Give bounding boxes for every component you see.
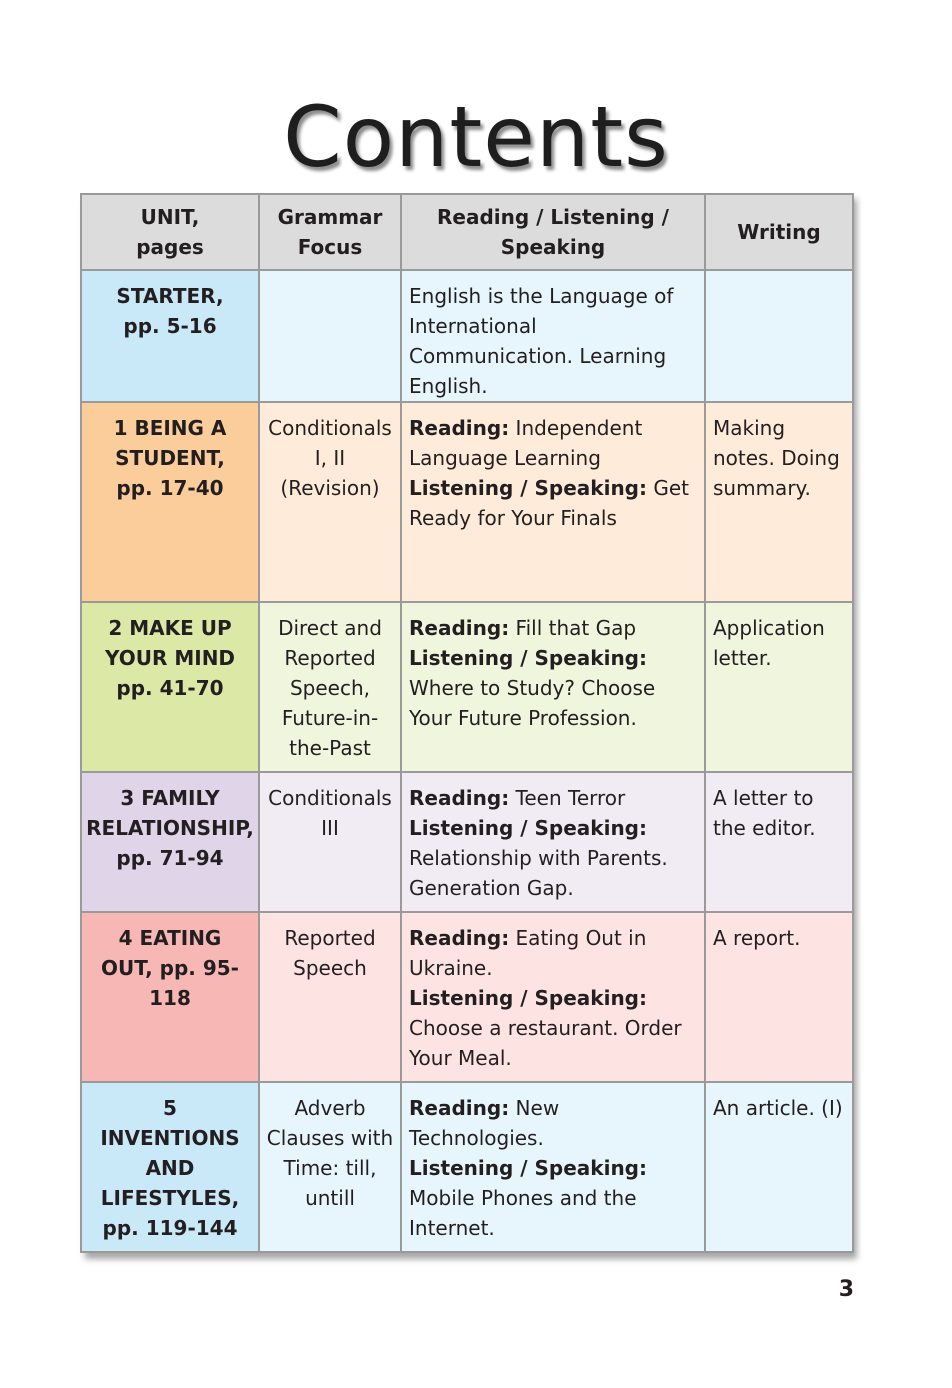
header-reading-listening-speaking: Reading / Listening / Speaking — [401, 194, 705, 270]
reading-text: Eating Out in Ukraine. — [409, 926, 647, 980]
unit-cell: 1 BEING A STUDENT, pp. 17-40 — [81, 402, 259, 602]
unit-cell: 5 INVENTIONS AND LIFESTYLES, pp. 119-144 — [81, 1082, 259, 1252]
unit-cell: 3 FAMILY RELATIONSHIP, pp. 71-94 — [81, 772, 259, 912]
table-row — [81, 912, 853, 1082]
header-writing: Writing — [705, 194, 853, 270]
reading-text: Teen Terror — [515, 786, 626, 810]
page-number: 3 — [838, 1277, 854, 1302]
table-row — [81, 1082, 853, 1252]
reading-text: Fill that Gap — [515, 616, 637, 640]
grammar-cell: Conditionals III — [259, 772, 401, 912]
grammar-cell: Adverb Clauses with Time: till, untill — [259, 1082, 401, 1252]
table-row — [81, 602, 853, 772]
header-grammar: Grammar Focus — [259, 194, 401, 270]
reading-listening-cell — [401, 602, 705, 772]
writing-cell: A report. — [705, 912, 853, 1082]
grammar-cell — [259, 270, 401, 402]
listening-speaking-text: Relationship with Parents. Generation Gap. — [409, 846, 668, 900]
contents-table — [80, 193, 854, 1253]
writing-cell — [705, 270, 853, 402]
listening-speaking-label: Listening / Speaking: — [409, 646, 647, 670]
reading-listening-cell — [401, 402, 705, 602]
reading-label: Reading: — [409, 1096, 510, 1120]
writing-cell: Making notes. Doing summary. — [705, 402, 853, 602]
contents-table-wrapper — [80, 193, 852, 1253]
listening-speaking-text: Get Ready for Your Finals — [409, 476, 690, 530]
table-header-row — [81, 194, 853, 270]
reading-text: New Technologies. — [409, 1096, 560, 1150]
writing-cell: A letter to the editor. — [705, 772, 853, 912]
grammar-cell: Direct and Reported Speech, Future-in-the-Past — [259, 602, 401, 772]
reading-label: Reading: — [409, 616, 510, 640]
grammar-cell: Reported Speech — [259, 912, 401, 1082]
listening-speaking-text: Choose a restaurant. Order Your Meal. — [409, 1016, 682, 1070]
listening-speaking-text: Mobile Phones and the Internet. — [409, 1186, 637, 1240]
listening-speaking-label: Listening / Speaking: — [409, 1156, 647, 1180]
reading-label: Reading: — [409, 926, 510, 950]
grammar-cell: Conditionals I, II (Revision) — [259, 402, 401, 602]
table-row — [81, 772, 853, 912]
reading-listening-cell: English is the Language of International Communication. Learning English. — [401, 270, 705, 402]
listening-speaking-label: Listening / Speaking: — [409, 816, 647, 840]
unit-cell: 2 MAKE UP YOUR MIND pp. 41-70 — [81, 602, 259, 772]
reading-label: Reading: — [409, 786, 510, 810]
writing-cell: Application letter. — [705, 602, 853, 772]
table-row — [81, 270, 853, 402]
writing-cell: An article. (I) — [705, 1082, 853, 1252]
unit-cell: STARTER, pp. 5-16 — [81, 270, 259, 402]
page-title: Contents — [283, 88, 669, 186]
listening-speaking-label: Listening / Speaking: — [409, 476, 647, 500]
reading-text: Independent Language Learning — [409, 416, 643, 470]
reading-label: Reading: — [409, 416, 510, 440]
reading-listening-cell — [401, 772, 705, 912]
header-unit: UNIT, pages — [81, 194, 259, 270]
unit-cell: 4 EATING OUT, pp. 95-118 — [81, 912, 259, 1082]
listening-speaking-text: Where to Study? Choose Your Future Profession. — [409, 676, 656, 730]
reading-listening-cell — [401, 912, 705, 1082]
listening-speaking-label: Listening / Speaking: — [409, 986, 647, 1010]
reading-listening-cell — [401, 1082, 705, 1252]
table-row — [81, 402, 853, 602]
